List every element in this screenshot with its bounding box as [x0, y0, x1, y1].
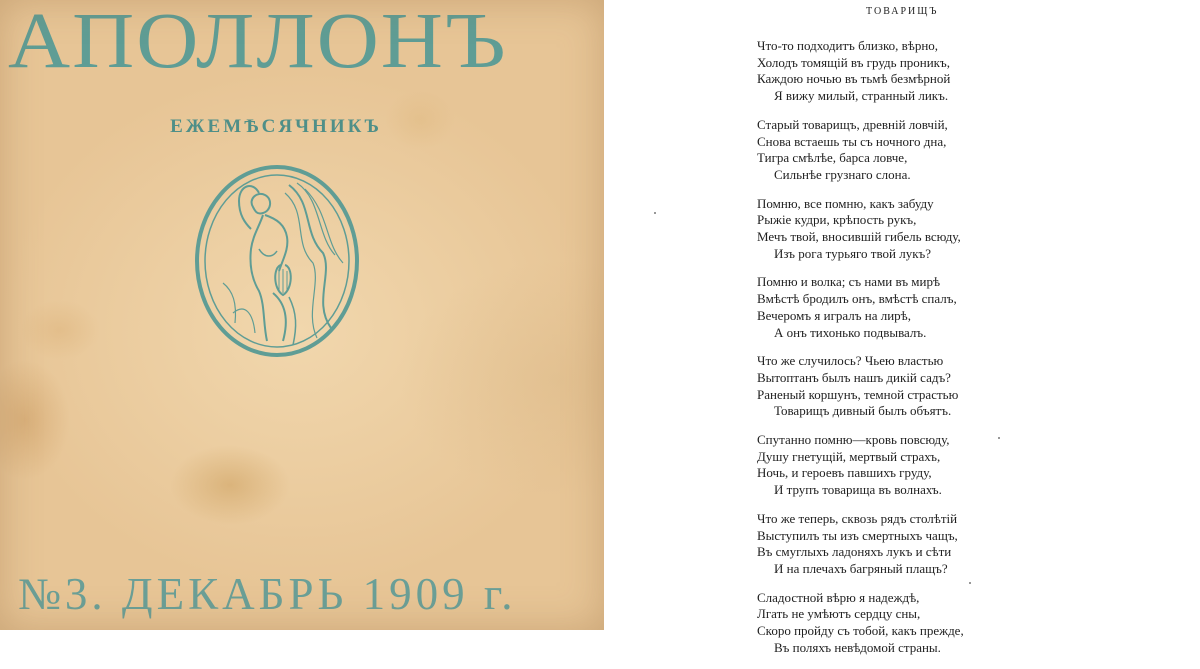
poem-line: Лгать не умѣютъ сердцу сны,	[757, 606, 921, 622]
poem-line: Выступилъ ты изъ смертныхъ чащъ,	[757, 527, 958, 543]
poem-title: ТОВАРИЩЪ	[866, 6, 939, 17]
poem-line: Тигра смѣлѣе, барса ловче,	[757, 150, 908, 166]
stanza	[757, 117, 1177, 184]
poem-body	[757, 38, 1177, 669]
poem-line: Мечъ твой, вносившій гибель всюду,	[757, 229, 961, 245]
stanza	[757, 196, 1177, 263]
poem-line: Сильнѣе грузнаго слона.	[774, 166, 911, 182]
poem-line: Каждою ночью въ тьмѣ безмѣрной	[757, 71, 951, 87]
poem-line: Что же случилось? Чьею властью	[757, 353, 944, 369]
cover-issue-date: №3. ДЕКАБРЬ 1909 г.	[18, 569, 517, 619]
poem-line: Помню, все помню, какъ забуду	[757, 195, 934, 211]
poem-line: Скоро пройду съ тобой, какъ прежде,	[757, 623, 964, 639]
poem-line: Вмѣстѣ бродилъ онъ, вмѣстѣ спалъ,	[757, 291, 957, 307]
poem-line: Холодъ томящій въ грудь проникъ,	[757, 54, 950, 70]
poem-line: Что же теперь, сквозь рядъ столѣтій	[757, 510, 958, 526]
poem-line: И трупъ товарища въ волнахъ.	[774, 482, 942, 498]
stanza	[757, 590, 1177, 657]
stanza	[757, 38, 1177, 105]
poem-line: Спутанно помню—кровь повсюду,	[757, 432, 950, 448]
poem-line: Что-то подходитъ близко, вѣрно,	[757, 38, 939, 53]
poem-line: А онъ тихонько подвывалъ.	[774, 324, 927, 340]
poem-line: Товарищъ дивный былъ объятъ.	[774, 403, 952, 419]
magazine-cover	[0, 0, 604, 630]
poem-line: Раненый коршунъ, темной страстью	[757, 386, 959, 402]
print-speck	[969, 582, 971, 584]
poem-line: Изъ рога турьяго твой лукъ?	[774, 245, 932, 261]
cover-title: АПОЛЛОНЪ	[8, 0, 508, 85]
poem-line: Въ поляхъ невѣдомой страны.	[774, 639, 941, 655]
print-speck	[998, 437, 1000, 439]
poem-line: Вечеромъ я игралъ на лирѣ,	[757, 307, 911, 323]
poem-line: Рыжіе кудри, крѣпость рукъ,	[757, 212, 917, 228]
stanza	[757, 274, 1177, 341]
poem-line: Снова встаешь ты съ ночного дна,	[757, 133, 947, 149]
poem-line: Сладостной вѣрю я надеждѣ,	[757, 589, 920, 605]
cover-subtitle: ЕЖЕМѢСЯЧНИКЪ	[170, 116, 382, 137]
poem-line: Вытоптанъ былъ нашъ дикій садъ?	[757, 369, 951, 385]
poem-page	[604, 0, 1200, 655]
stanza	[757, 353, 1177, 420]
apollo-medallion-illustration	[193, 163, 361, 359]
poem-line: И на плечахъ багряный плащъ?	[774, 560, 948, 576]
stanza	[757, 432, 1177, 499]
poem-line: Я вижу милый, странный ликъ.	[774, 88, 949, 104]
poem-line: Душу гнетущій, мертвый страхъ,	[757, 448, 941, 464]
poem-line: Ночь, и героевъ павшихъ груду,	[757, 465, 932, 481]
stanza	[757, 511, 1177, 578]
poem-line: Въ смуглыхъ ладоняхъ лукъ и сѣти	[757, 544, 952, 560]
poem-line: Старый товарищъ, древній ловчій,	[757, 116, 948, 132]
poem-line: Помню и волка; съ нами въ мирѣ	[757, 274, 941, 290]
print-speck	[654, 212, 656, 214]
